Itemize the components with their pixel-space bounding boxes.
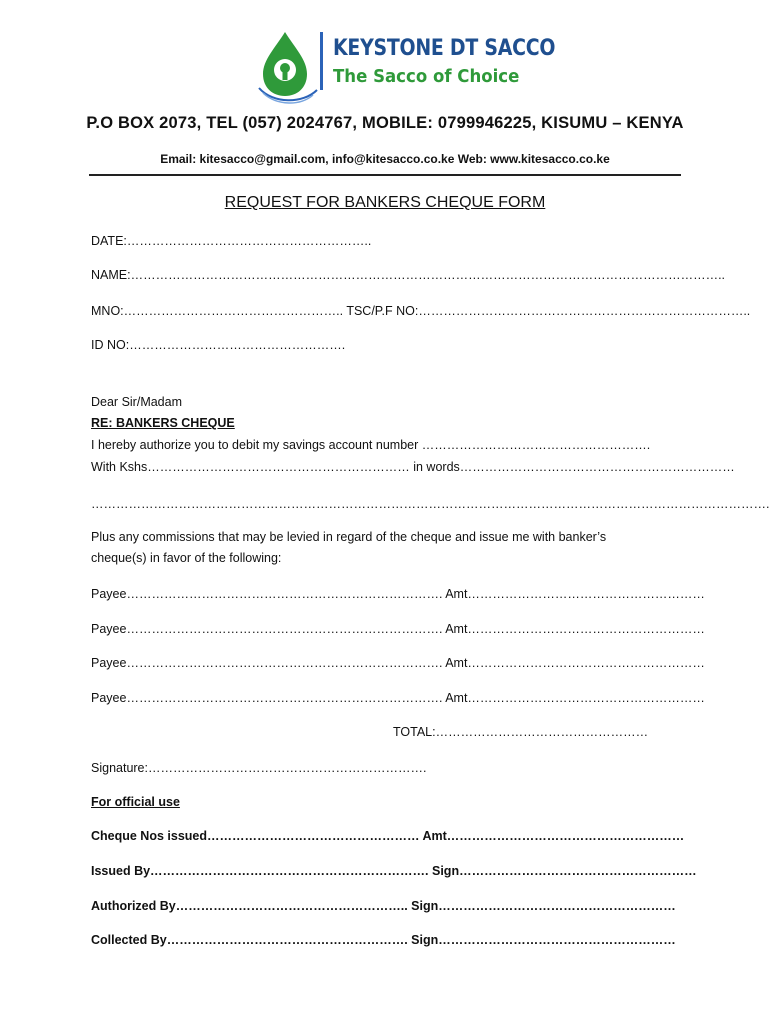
payee-row[interactable]: Payee…………………………………………………………………. Amt………………………………………………… — [91, 656, 705, 670]
commission-text-2: cheque(s) in favor of the following: — [91, 551, 282, 565]
issued-by-field[interactable]: Issued By…………………………………………………………. Sign………………………………………………… — [91, 864, 697, 878]
kshs-amount-field[interactable]: With Kshs……………………………………………………… in words………………………………………………………… — [91, 460, 735, 474]
form-title: REQUEST FOR BANKERS CHEQUE FORM — [224, 194, 546, 211]
total-field[interactable]: TOTAL:…………………………………………… — [393, 725, 649, 739]
re-heading: RE: BANKERS CHEQUE — [91, 416, 235, 430]
org-tagline: The Sacco of Choice — [333, 66, 520, 87]
mno-tsc-field[interactable]: MNO:…………………………………………….. TSC/P.F NO:…………………………………………………………………….. — [91, 304, 751, 318]
cheque-nos-field[interactable]: Cheque Nos issued…………………………………………… Amt………………………………………………… — [91, 829, 685, 843]
header-divider — [89, 174, 681, 176]
commission-text-1: Plus any commissions that may be levied in regard of the cheque and issue me with banker’s — [91, 530, 607, 544]
contact-line: Email: kitesacco@gmail.com, info@kitesacco.co.ke Web: www.kitesacco.co.ke — [160, 152, 610, 166]
date-field[interactable]: DATE:………………………………………………….. — [91, 234, 372, 248]
amount-words-field[interactable]: ………………………………………………………………………………………………………………………………………………. — [91, 497, 770, 511]
drop-keyhole-icon — [255, 30, 327, 104]
payee-row[interactable]: Payee…………………………………………………………………. Amt………………………………………………… — [91, 691, 705, 705]
authorized-by-field[interactable]: Authorized By……………………………………………….. Sign………………………………………………… — [91, 899, 676, 913]
account-number-field[interactable]: I hereby authorize you to debit my savings account number ………………………………………………. — [91, 438, 651, 452]
address-line: P.O BOX 2073, TEL (057) 2024767, MOBILE: 0799946225, KISUMU – KENYA — [86, 114, 684, 132]
collected-by-field[interactable]: Collected By…………………………………………………. Sign………………………………………………… — [91, 933, 676, 947]
payee-row[interactable]: Payee…………………………………………………………………. Amt………………………………………………… — [91, 622, 705, 636]
payee-row[interactable]: Payee…………………………………………………………………. Amt………………………………………………… — [91, 587, 705, 601]
salutation: Dear Sir/Madam — [91, 395, 182, 409]
official-use-heading: For official use — [91, 795, 180, 809]
signature-field[interactable]: Signature:…………………………………………………………. — [91, 761, 427, 775]
sacco-logo — [255, 30, 556, 108]
name-field[interactable]: NAME:…………………………………………………………………………………………………………………………….. — [91, 268, 726, 282]
org-name: KEYSTONE DT SACCO — [333, 36, 556, 61]
id-no-field[interactable]: ID NO:……………………………………………. — [91, 338, 346, 352]
